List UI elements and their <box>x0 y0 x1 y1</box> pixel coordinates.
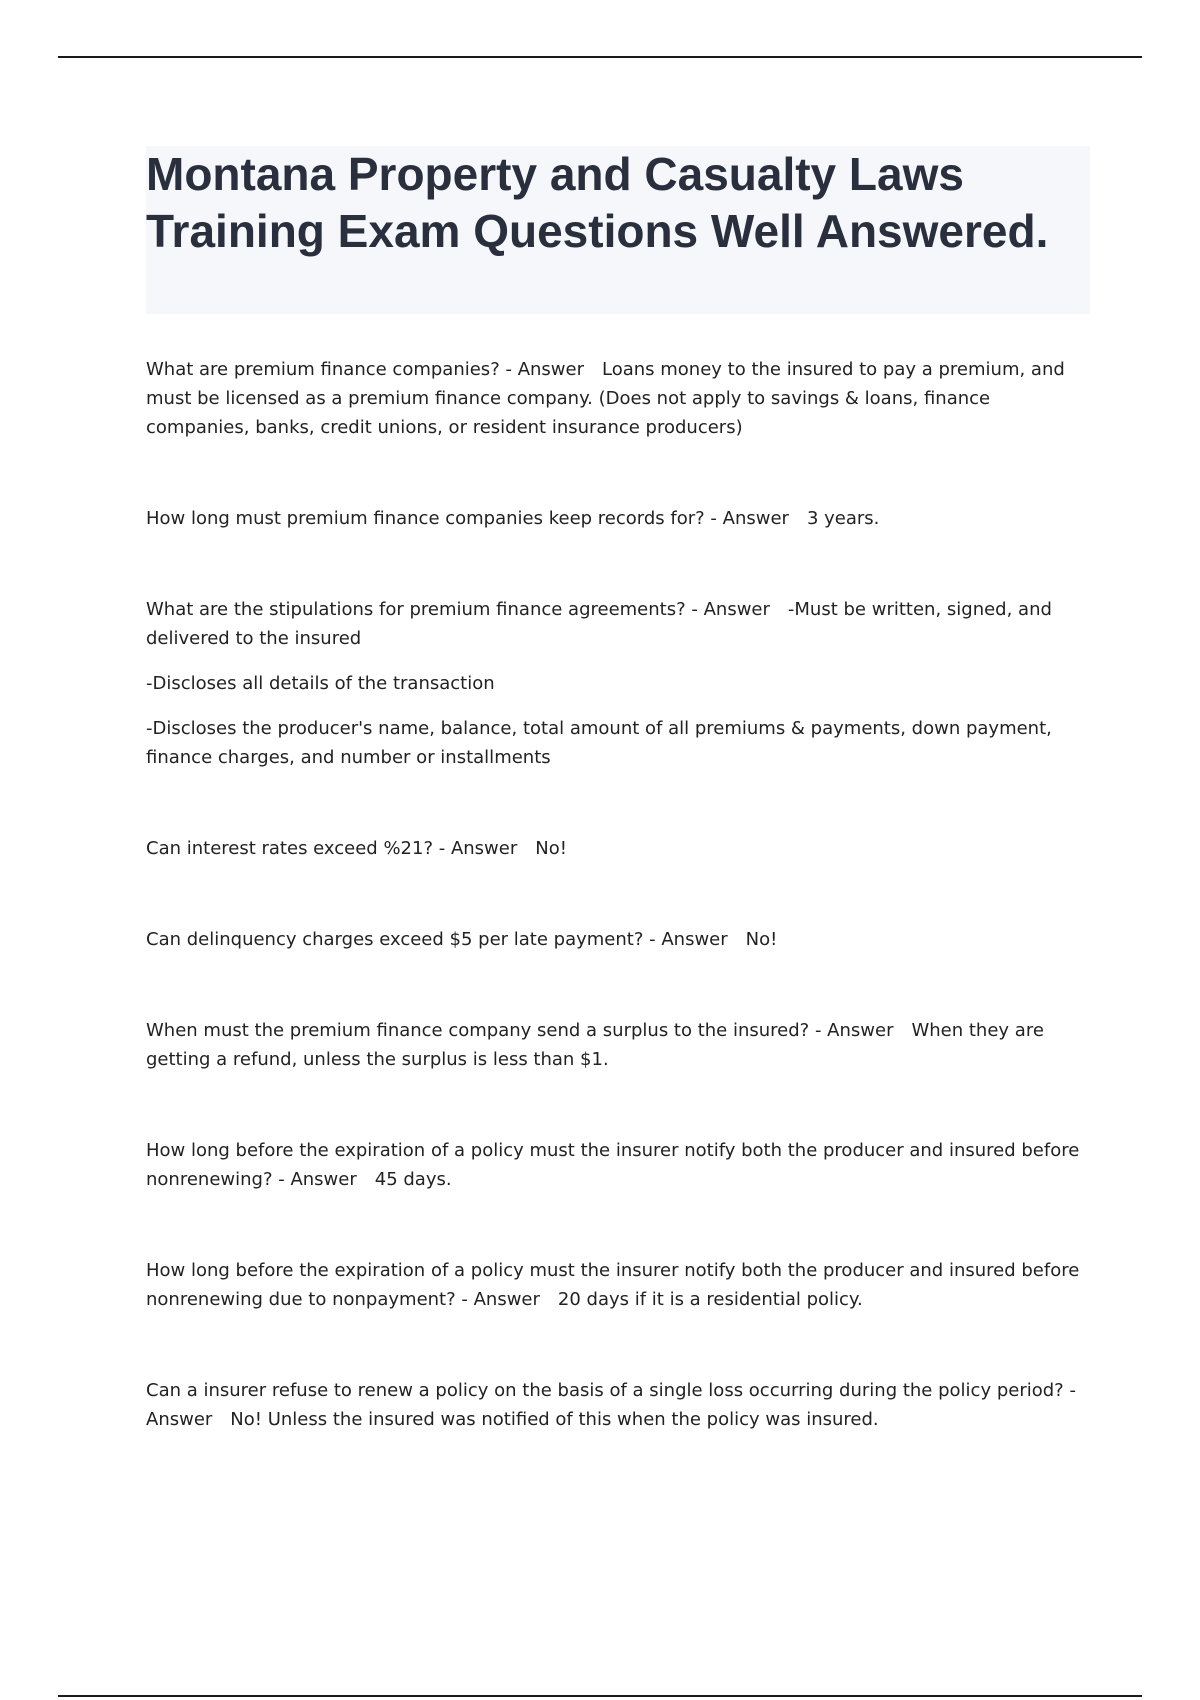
answer-text: No! Unless the insured was notified of this when the policy was insured. <box>230 1409 879 1430</box>
answer-text: Loans money to the insured to pay a premium, and must be licensed as a premium finance company. (Does not apply to savings & loans, finance companies, banks, credit unions, or resident insurance producers) <box>146 359 1065 438</box>
question-text: What are the stipulations for premium finance agreements? <box>146 599 686 620</box>
answer-marker: - Answer <box>146 1380 1076 1430</box>
qa-paragraph <box>146 834 1090 863</box>
qa-paragraph <box>146 595 1090 653</box>
answer-text: No! <box>745 929 778 950</box>
answer-text: 20 days if it is a residential policy. <box>557 1289 863 1310</box>
question-text: How long must premium finance companies keep records for? <box>146 508 705 529</box>
qa-item-9 <box>146 1376 1090 1434</box>
answer-marker: - Answer <box>809 1020 894 1041</box>
qa-paragraph <box>146 925 1090 954</box>
qa-paragraph <box>146 1136 1090 1194</box>
qa-paragraph <box>146 504 1090 533</box>
question-text: Can a insurer refuse to renew a policy on the basis of a single loss occurring during the policy period? <box>146 1380 1064 1401</box>
qa-item-6 <box>146 1016 1090 1074</box>
answer-marker: - Answer <box>685 599 770 620</box>
question-text: How long before the expiration of a policy must the insurer notify both the producer and insured before nonrenewing? <box>146 1140 1080 1190</box>
qa-paragraph <box>146 355 1090 442</box>
top-rule <box>58 56 1142 58</box>
question-text: Can delinquency charges exceed $5 per late payment? <box>146 929 644 950</box>
qa-paragraph <box>146 1016 1090 1074</box>
qa-item-3 <box>146 595 1090 772</box>
answer-text: 45 days. <box>374 1169 452 1190</box>
answer-marker: - Answer <box>499 359 584 380</box>
answer-detail: -Discloses all details of the transaction <box>146 673 495 694</box>
answer-text: No! <box>535 838 567 859</box>
qa-item-7 <box>146 1136 1090 1194</box>
answer-marker: - Answer <box>643 929 728 950</box>
qa-item-5 <box>146 925 1090 954</box>
question-text: What are premium finance companies? <box>146 359 500 380</box>
title-banner <box>146 146 1090 314</box>
question-text: Can interest rates exceed %21? <box>146 838 434 859</box>
answer-detail: -Discloses the producer's name, balance, total amount of all premiums & payments, down payment, finance charges, and number or installments <box>146 718 1052 768</box>
qa-paragraph <box>146 1376 1090 1434</box>
answer-text: When they are getting a refund, unless the surplus is less than $1. <box>146 1020 1044 1070</box>
question-text: How long before the expiration of a policy must the insurer notify both the producer and insured before nonrenewing due to nonpayment? <box>146 1260 1080 1310</box>
qa-item-4 <box>146 834 1090 863</box>
question-text: When must the premium finance company send a surplus to the insured? <box>146 1020 810 1041</box>
qa-item-8 <box>146 1256 1090 1314</box>
bottom-rule <box>58 1695 1142 1697</box>
page-title: Montana Property and Casualty Laws Training Exam Questions Well Answered. <box>146 148 1049 257</box>
answer-marker: - Answer <box>455 1289 540 1310</box>
answer-marker: - Answer <box>272 1169 357 1190</box>
answer-text: 3 years. <box>806 508 880 529</box>
qa-list <box>146 355 1090 1434</box>
answer-text: -Must be written, signed, and delivered to the insured <box>146 599 1052 649</box>
answer-marker: - Answer <box>704 508 789 529</box>
qa-item-1 <box>146 355 1090 442</box>
qa-item-2 <box>146 504 1090 533</box>
qa-paragraph <box>146 1256 1090 1314</box>
answer-marker: - Answer <box>433 838 518 859</box>
